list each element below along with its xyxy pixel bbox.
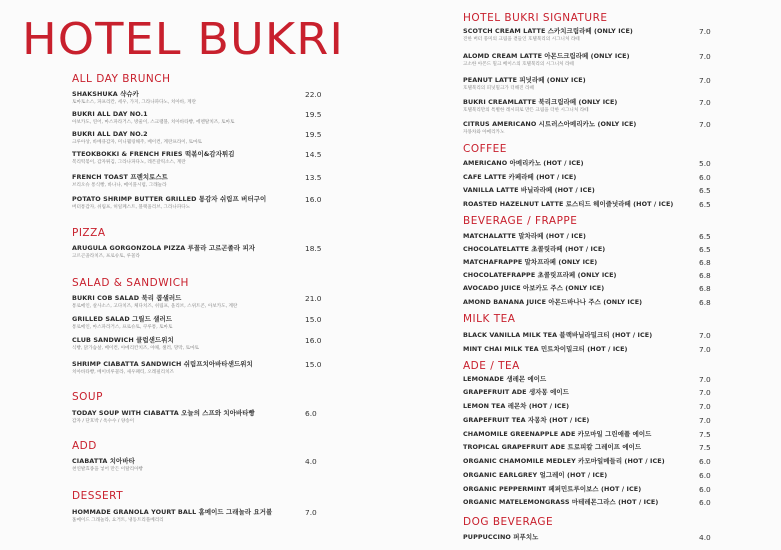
hotel-brand-logo: HOTEL BUKRI <box>22 14 345 65</box>
menu-item-name: BLACK VANILLA MILK TEA 블랙바닐라밀크티 (HOT / ICE) <box>463 331 653 339</box>
menu-item-name: LEMON TEA 레몬차 (HOT / ICE) <box>463 402 570 410</box>
menu-item-description: 치아바타빵, 베이비루꼴라, 새우패티, 오레필리치즈 <box>72 370 174 375</box>
menu-item-price: 6.8 <box>699 258 711 267</box>
menu-item-name: ALOMD CREAM LATTE 아몬드크림라떼 (ONLY ICE) <box>463 52 630 60</box>
menu-item-price: 15.0 <box>305 315 322 324</box>
menu-item-name: MATCHALATTE 말차라떼 (HOT / ICE) <box>463 232 587 240</box>
menu-item <box>72 195 332 211</box>
menu-item-price: 15.0 <box>305 360 322 369</box>
menu-item-price: 7.5 <box>699 430 711 439</box>
menu-item-name: SHRIMP CIABATTA SANDWICH 쉬림프치아바타샌드위치 <box>72 360 253 368</box>
menu-item <box>72 244 332 260</box>
menu-item-name: MINT CHAI MILK TEA 민트차이밀크티 (HOT / ICE) <box>463 345 628 353</box>
menu-item <box>463 186 718 194</box>
menu-item <box>463 258 718 266</box>
menu-item-name: AMOND BANANA JUICE 아몬드바나나 주스 (ONLY ICE) <box>463 298 643 306</box>
menu-item <box>463 98 718 114</box>
menu-item <box>463 27 718 43</box>
menu-item-price: 18.5 <box>305 244 322 253</box>
menu-item-price: 21.0 <box>305 294 322 303</box>
menu-item-price: 6.5 <box>699 186 711 195</box>
menu-item-name: POTATO SHRIMP BUTTER GRILLED 통감자 쉬림프 버터구이 <box>72 195 267 203</box>
menu-item-name: ORGANIC PEPPERMINT 페퍼민트루이보스 (HOT / ICE) <box>463 485 642 493</box>
menu-item <box>72 110 332 126</box>
menu-item <box>72 150 332 166</box>
menu-item-name: BUKRI CREAMLATTE 북리크림라떼 (ONLY ICE) <box>463 98 618 106</box>
menu-item-price: 14.5 <box>305 150 322 159</box>
menu-item-price: 22.0 <box>305 90 322 99</box>
menu-item <box>72 315 332 331</box>
menu-item <box>463 331 718 339</box>
menu-item-name: HOMMADE GRANOLA YOURT BALL 홈메이드 그래놀라 요거볼 <box>72 508 273 516</box>
menu-item-name: TODAY SOUP WITH CIABATTA 오늘의 스프와 치아바타빵 <box>72 409 255 417</box>
menu-item-price: 6.0 <box>699 173 711 182</box>
menu-item-price: 4.0 <box>699 533 711 542</box>
menu-item-price: 5.0 <box>699 159 711 168</box>
menu-item <box>463 232 718 240</box>
menu-item-description: 진한 버터 풍미의 크림을 곁들인 호텔북리의 시그니처 라떼 <box>463 37 580 42</box>
menu-item-name: VANILLA LATTE 바닐라라떼 (HOT / ICE) <box>463 186 595 194</box>
menu-item <box>72 508 332 524</box>
menu-item-name: BUKRI ALL DAY NO.1 <box>72 110 148 118</box>
menu-item-price: 7.0 <box>699 331 711 340</box>
menu-item <box>463 52 718 68</box>
menu-item-price: 6.8 <box>699 271 711 280</box>
menu-item-price: 7.0 <box>699 27 711 36</box>
menu-item-description: 호텔북리만의 특별한 레시피로 만든 크림을 더한 시그니처 라떼 <box>463 108 589 113</box>
menu-item-price: 7.5 <box>699 443 711 452</box>
menu-item-name: CAFE LATTE 카페라떼 (HOT / ICE) <box>463 173 577 181</box>
menu-item-description: 통로메인, 마스파라거스, 프로슈토, 쿠루통, 토마토 <box>72 325 173 330</box>
menu-item-description: 버터통감자, 쉬림프, 허일페스트, 블랙올리브, 그라나파다노 <box>72 205 191 210</box>
menu-item-price: 6.5 <box>699 245 711 254</box>
menu-item-name: GRAPEFRUIT TEA 자몽차 (HOT / ICE) <box>463 416 590 424</box>
menu-item-name: CLUB SANDWICH 클럽샌드위치 <box>72 336 174 344</box>
menu-item <box>463 457 718 465</box>
menu-item-description: 토마토소스, 파프리칸, 세우, 가지, 그라나파다노, 치아바, 계란 <box>72 100 197 105</box>
menu-item-name: SHAKSHUKA 샥슈카 <box>72 90 139 98</box>
menu-item-price: 6.0 <box>699 457 711 466</box>
menu-item-description: 자몽차와 아메리카노 <box>463 130 505 135</box>
menu-item-name: TROPICAL GRAPEFRUIT ADE 트로피칼 그레이프 에이드 <box>463 443 642 451</box>
menu-item-name: CHAMOMILE GREENAPPLE ADE 카모마일 그린애플 에이드 <box>463 430 652 438</box>
menu-item-price: 16.0 <box>305 336 322 345</box>
menu-item-price: 6.5 <box>699 232 711 241</box>
menu-item-price: 7.0 <box>699 120 711 129</box>
section-title-ade-tea: ADE / TEA <box>463 360 520 372</box>
menu-item <box>463 271 718 279</box>
section-title-coffee: COFFEE <box>463 143 507 155</box>
menu-item-description: 아보카도, 연어, 마스파라거스, 방울이, 스크램블, 치아바타빵, 에멘탈치즈, 토마토 <box>72 120 235 125</box>
menu-item-price: 6.0 <box>699 485 711 494</box>
menu-item-price: 19.5 <box>305 130 322 139</box>
menu-item-price: 16.0 <box>305 195 322 204</box>
menu-item <box>72 336 332 352</box>
menu-item-name: MATCHAFRAPPE 말차프라페 (ONLY ICE) <box>463 258 598 266</box>
menu-item <box>463 245 718 253</box>
menu-item-price: 7.0 <box>305 508 317 517</box>
menu-item-price: 6.8 <box>699 298 711 307</box>
menu-item-price: 7.0 <box>699 76 711 85</box>
menu-item <box>463 298 718 306</box>
section-title-soup: SOUP <box>72 391 103 403</box>
menu-item-description: 복리떡볶이, 감자튀김, 그라나파다노, 레몬갈릭소스, 계란 <box>72 160 186 165</box>
menu-item <box>463 375 718 383</box>
menu-item <box>72 173 332 189</box>
menu-item <box>463 173 718 181</box>
menu-item-name: GRAPEFRUIT ADE 생자몽 에이드 <box>463 388 569 396</box>
menu-item <box>72 409 332 425</box>
menu-item-name: AVOCADO JUICE 아보카도 주스 (ONLY ICE) <box>463 284 605 292</box>
menu-item-name: ORGANIC EARLGREY 얼그레이 (HOT / ICE) <box>463 471 608 479</box>
menu-item <box>463 388 718 396</box>
menu-item-price: 6.5 <box>699 200 711 209</box>
menu-item <box>463 533 718 541</box>
menu-item-name: AMERICANO 아메리카노 (HOT / ICE) <box>463 159 584 167</box>
menu-item-price: 13.5 <box>305 173 322 182</box>
menu-item <box>463 416 718 424</box>
menu-item-price: 6.0 <box>305 409 317 418</box>
menu-item-description: 크루아상, 바베큐감자, 미니웰링해주, 베이컨, 계란프라이, 토마토 <box>72 140 202 145</box>
menu-item-description: 고소한 아몬드 밀크 베이스의 호텔북리의 시그니처 라떼 <box>463 62 574 67</box>
menu-item-price: 6.8 <box>699 284 711 293</box>
menu-item-price: 6.0 <box>699 498 711 507</box>
menu-item <box>463 471 718 479</box>
menu-item <box>463 284 718 292</box>
section-title-dog-beverage: DOG BEVERAGE <box>463 516 554 528</box>
menu-item <box>463 443 718 451</box>
menu-item <box>72 130 332 146</box>
menu-item <box>72 360 332 376</box>
menu-item-description: 통로메인, 살사소스, 고다치즈, 체다치즈, 쉬림프, 올리브, 스위트콘, 아보카도, 계란 <box>72 304 238 309</box>
menu-item-name: BUKRI ALL DAY NO.2 <box>72 130 148 138</box>
section-title-add: ADD <box>72 440 97 452</box>
menu-item-name: CHOCOLATELATTE 초콜릿라떼 (HOT / ICE) <box>463 245 606 253</box>
menu-item-name: LEMONADE 생레몬 에이드 <box>463 375 547 383</box>
menu-item-price: 7.0 <box>699 388 711 397</box>
menu-item <box>463 76 718 92</box>
menu-item <box>72 90 332 106</box>
menu-item-name: PUPPUCCINO 퍼푸치노 <box>463 533 539 541</box>
menu-item-name: BUKRI COB SALAD 북리 콥샐러드 <box>72 294 182 302</box>
menu-item <box>463 485 718 493</box>
menu-item-name: ORGANIC CHAMOMILE MEDLEY 카모마일메들리 (HOT / ICE) <box>463 457 665 465</box>
section-title-all-day-brunch: ALL DAY BRUNCH <box>72 73 171 85</box>
menu-item <box>463 402 718 410</box>
menu-item-price: 7.0 <box>699 416 711 425</box>
menu-item-price: 7.0 <box>699 375 711 384</box>
menu-item-description: 감자 / 단호박 / 옥수수 / 양송이 <box>72 419 135 424</box>
menu-item-name: CIABATTA 치아바타 <box>72 457 135 465</box>
menu-item-name: PEANUT LATTE 피넛라떼 (ONLY ICE) <box>463 76 586 84</box>
section-title-dessert: DESSERT <box>72 490 124 502</box>
menu-item-price: 19.5 <box>305 110 322 119</box>
menu-item-description: 브리오슈 통식빵, 바나나, 메이플시럽, 그래놀라 <box>72 183 167 188</box>
section-title-salad-sandwich: SALAD & SANDWICH <box>72 277 189 289</box>
menu-item-price: 4.0 <box>305 457 317 466</box>
menu-item-price: 7.0 <box>699 345 711 354</box>
menu-item-description: 천연발효종을 넣어 만든 이탈리아빵 <box>72 467 143 472</box>
section-title-milk-tea: MILK TEA <box>463 313 516 325</box>
menu-item-name: ORGANIC MATELEMONGRASS 마테레몬그라스 (HOT / ICE) <box>463 498 659 506</box>
menu-item <box>463 498 718 506</box>
section-title-beverage-frappe: BEVERAGE / FRAPPE <box>463 215 578 227</box>
menu-item <box>463 430 718 438</box>
menu-item-description: 식빵, 닭가슴살, 베이컨, 아메리칸치즈, 야채, 샐러, 망막, 토마토 <box>72 346 199 351</box>
menu-item <box>72 457 332 473</box>
menu-item-description: 호텔북리의 피넛밀크가 더해진 라떼 <box>463 86 534 91</box>
section-title-pizza: PIZZA <box>72 227 106 239</box>
menu-item <box>72 294 332 310</box>
menu-item-description: 홈메이드 그래놀라, 요거트, 냉동트리플베리리 <box>72 518 164 523</box>
menu-item-description: 고르곤졸라치즈, 프로슈토, 루꼴라 <box>72 254 140 259</box>
menu-item-name: SCOTCH CREAM LATTE 스카치크림라떼 (ONLY ICE) <box>463 27 633 35</box>
menu-item-name: FRENCH TOAST 프렌치토스트 <box>72 173 168 181</box>
menu-item-price: 7.0 <box>699 98 711 107</box>
menu-item-name: GRILLED SALAD 그릴드 샐러드 <box>72 315 173 323</box>
menu-item <box>463 345 718 353</box>
menu-item-name: TTEOKBOKKI & FRENCH FRIES 떡볶이&감자튀김 <box>72 150 235 158</box>
menu-item-name: CITRUS AMERICANO 시트러스아메리카노 (ONLY ICE) <box>463 120 637 128</box>
menu-item <box>463 200 718 208</box>
menu-item <box>463 159 718 167</box>
menu-item-price: 7.0 <box>699 52 711 61</box>
section-title-hotel-bukri-signature: HOTEL BUKRI SIGNATURE <box>463 12 608 24</box>
menu-item-price: 7.0 <box>699 402 711 411</box>
menu-item-name: CHOCOLATEFRAPPE 초콜릿프라페 (ONLY ICE) <box>463 271 617 279</box>
menu-item <box>463 120 718 136</box>
menu-item-price: 6.0 <box>699 471 711 480</box>
menu-item-name: ARUGULA GORGONZOLA PIZZA 루꼴라 고르곤졸라 피자 <box>72 244 256 252</box>
menu-item-name: ROASTED HAZELNUT LATTE 로스티드 헤이즐넛라떼 (HOT / ICE) <box>463 200 674 208</box>
